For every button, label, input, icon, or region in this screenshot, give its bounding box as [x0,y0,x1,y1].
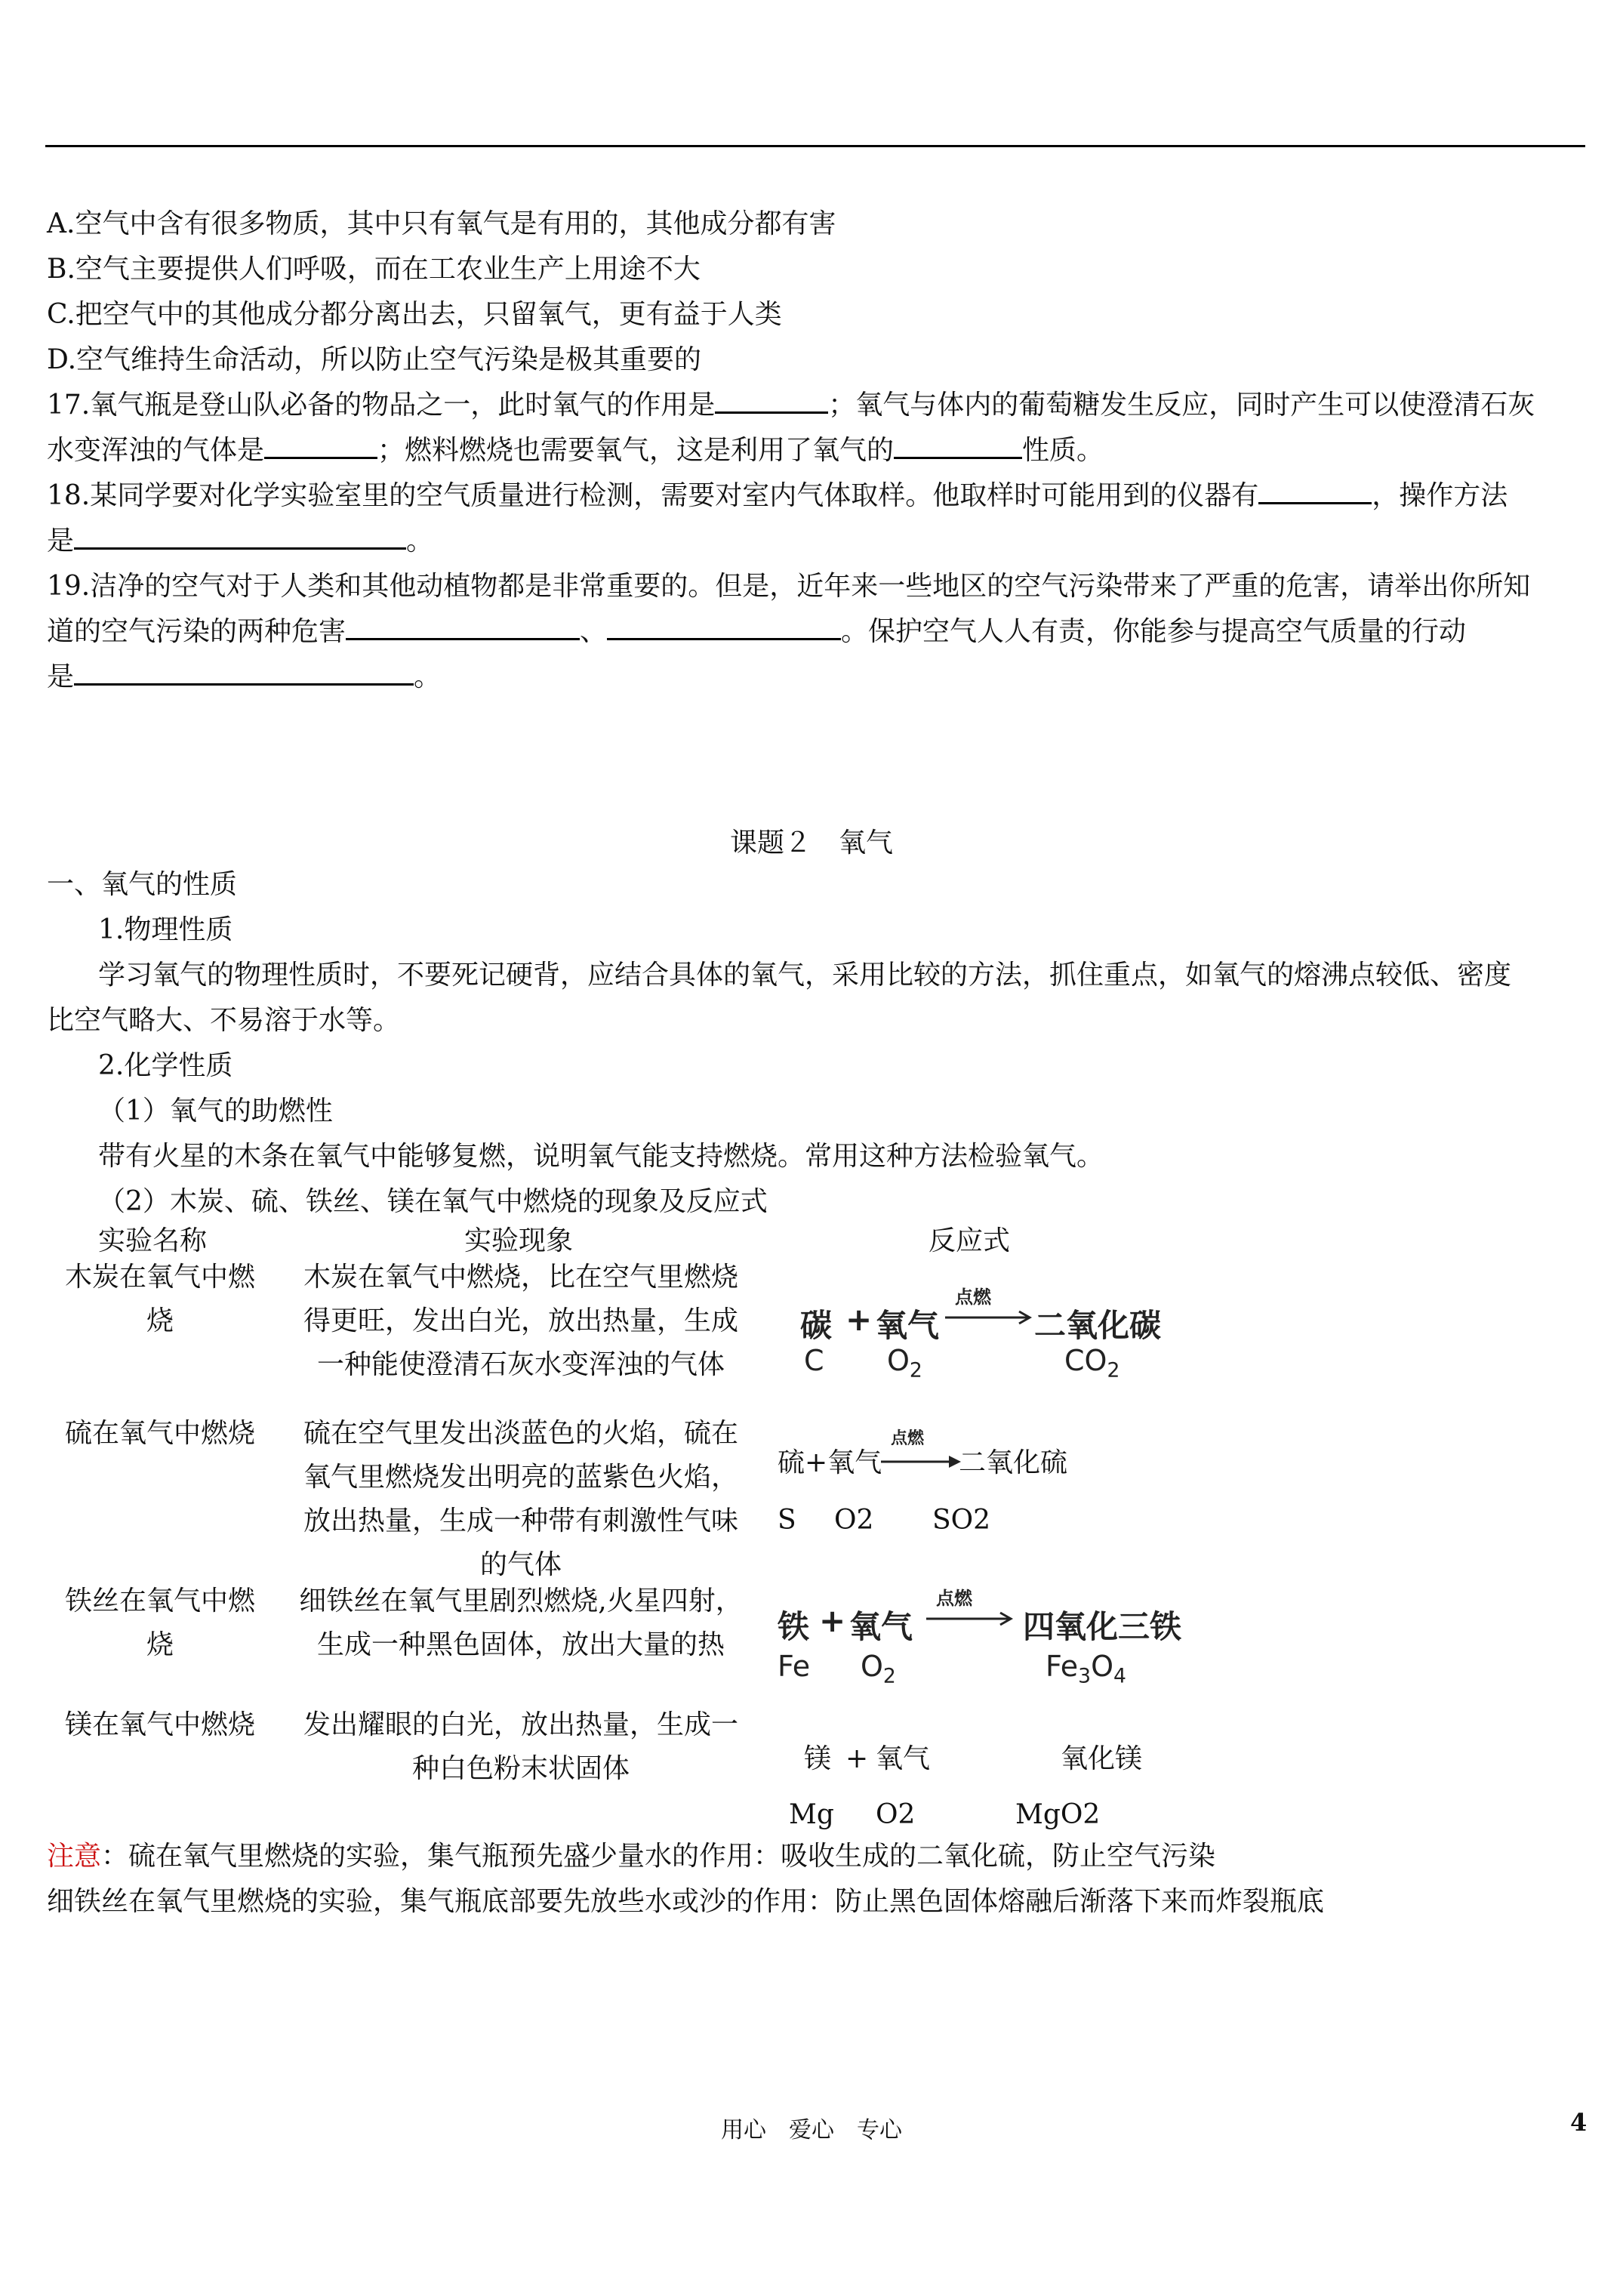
equation-symbol: MgO2 [1015,1799,1101,1830]
equation-word: 氧气 [849,1608,913,1645]
page-number: 4 [1570,2108,1588,2137]
table-row-charcoal-phenomenon: 木炭在氧气中燃烧，比在空气里燃烧 得更旺，发出白光，放出热量，生成 一种能使澄清石灰水变浑浊的气体 [303,1262,738,1380]
table-row-iron-phenomenon: 细铁丝在氧气里剧烈燃烧,火星四射， 生成一种黑色固体，放出大量的热 [299,1586,743,1660]
answer-blank[interactable] [264,430,377,459]
equation-symbol: S [778,1505,796,1536]
equation-word: 氧气 [876,1307,940,1344]
reaction-arrow-icon [944,1308,1034,1327]
equation-symbol: $O_2$ [861,1650,896,1688]
section-title: 课题２ 氧气 [729,827,893,858]
equation-word: 四氧化三铁 [1023,1608,1182,1645]
physical-text-1: 学习氧气的物理性质时，不要死记硬背，应结合具体的氧气，采用比较的方法，抓住重点，如氧气的熔沸点较低、密度 [98,960,1512,991]
header-rule [45,145,1585,147]
answer-blank[interactable] [715,384,828,414]
equation-word: + [845,1301,873,1338]
equation-word: + [845,1743,869,1774]
question-17-line-1: 17.氧气瓶是登山队必备的物品之一，此时氧气的作用是 ；氧气与体内的葡萄糖发生反应，同时产生可以使澄清石灰 [47,383,1587,428]
question-19-line-3: 是 。 [47,655,1587,700]
option-a: A.空气中含有很多物质，其中只有氧气是有用的，其他成分都有害 [47,208,836,239]
table-row-charcoal-name: 木炭在氧气中燃 烧 [64,1262,255,1336]
note-line-2: 细铁丝在氧气里燃烧的实验，集气瓶底部要先放些水或沙的作用：防止黑色固体熔融后渐落下来而炸裂瓶底 [47,1886,1325,1917]
equation-symbol: C [804,1344,824,1377]
option-c: C.把空气中的其他成分都分离出去，只留氧气，更有益于人类 [47,299,782,330]
table-header-equation: 反应式 [929,1225,1011,1256]
answer-blank[interactable] [346,611,580,640]
physical-text-2: 比空气略大、不易溶于水等。 [47,1005,401,1036]
question-19-line-2: 道的空气污染的两种危害 、 。保护空气人人有责，你能参与提高空气质量的行动 [47,609,1587,655]
equation-symbol: $O_2$ [887,1344,922,1382]
equation-symbol: SO2 [932,1505,991,1536]
table-row-sulfur-phenomenon: 硫在空气里发出淡蓝色的火焰，硫在 氧气里燃烧发出明亮的蓝紫色火焰， 放出热量，生成一种带有刺激性气味 的气体 [303,1418,738,1580]
table-row-iron-name: 铁丝在氧气中燃 烧 [64,1586,255,1660]
equation-word: 氧气 [876,1743,931,1774]
equation-word: 铁 [778,1608,810,1645]
equation-symbol: $Fe_3O_4$ [1046,1650,1126,1688]
table-row-sulfur-name: 硫在氧气中燃烧 [64,1418,255,1449]
footer-motto: 用心 爱心 专心 [721,2117,902,2143]
condition-label: 点燃 [936,1588,972,1609]
equation-word: 二氧化碳 [1034,1307,1162,1344]
equation-word: 二氧化硫 [959,1447,1068,1478]
equation-symbol: $CO_2$ [1064,1344,1120,1382]
equation-word: + [819,1602,846,1639]
question-18-line-2: 是 。 [47,519,1587,564]
equation-symbol: Mg [789,1799,834,1830]
table-header-name: 实验名称 [98,1225,208,1256]
equation-symbol: O2 [876,1799,916,1830]
table-header-phenomenon: 实验现象 [464,1225,574,1256]
reaction-arrow-icon [879,1453,962,1471]
condition-label: 点燃 [891,1429,925,1448]
option-b: B.空气主要提供人们呼吸，而在工农业生产上用途不大 [47,254,701,285]
note-line-1: 注意：硫在氧气里燃烧的实验，集气瓶预先盛少量水的作用：吸收生成的二氧化硫，防止空气污染 [47,1841,1216,1872]
answer-blank[interactable] [894,430,1022,459]
question-19-line-1: 19.洁净的空气对于人类和其他动植物都是非常重要的。但是，近年来一些地区的空气污染带来了严重的危害，请举出你所知 [47,571,1531,602]
equation-symbol: Fe [778,1650,811,1683]
equation-word: 镁 [804,1743,832,1774]
heading-properties: 一、氧气的性质 [47,869,238,900]
table-row-magnesium-name: 镁在氧气中燃烧 [64,1709,255,1740]
reaction-arrow-icon [925,1610,1015,1628]
equation-word: 硫+氧气 [778,1447,882,1478]
equation-word: 氧化镁 [1061,1743,1143,1774]
option-d: D.空气维持生命活动，所以防止空气污染是极其重要的 [47,344,702,375]
table-row-magnesium-phenomenon: 发出耀眼的白光，放出热量，生成一 种白色粉末状固体 [303,1709,738,1784]
condition-label: 点燃 [955,1287,991,1308]
chemical-sub-1-text: 带有火星的木条在氧气中能够复燃，说明氧气能支持燃烧。常用这种方法检验氧气。 [98,1141,1104,1172]
question-block [47,202,1587,700]
chemical-sub-1: （1）氧气的助燃性 [98,1096,333,1126]
equation-word: 碳 [800,1307,833,1344]
chemical-heading: 2.化学性质 [98,1050,233,1081]
question-18-line-1: 18.某同学要对化学实验室里的空气质量进行检测，需要对室内气体取样。他取样时可能用到的仪器有 ，操作方法 [47,473,1587,519]
question-17-line-2: 水变浑浊的气体是 ；燃料燃烧也需要氧气，这是利用了氧气的 性质。 [47,428,1587,473]
physical-heading: 1.物理性质 [98,914,233,945]
chemical-sub-2: （2）木炭、硫、铁丝、镁在氧气中燃烧的现象及反应式 [98,1186,768,1217]
answer-blank[interactable] [607,611,841,640]
equation-symbol: O2 [834,1505,874,1536]
answer-blank[interactable] [1258,475,1372,504]
answer-blank[interactable] [74,520,406,550]
answer-blank[interactable] [74,656,414,686]
